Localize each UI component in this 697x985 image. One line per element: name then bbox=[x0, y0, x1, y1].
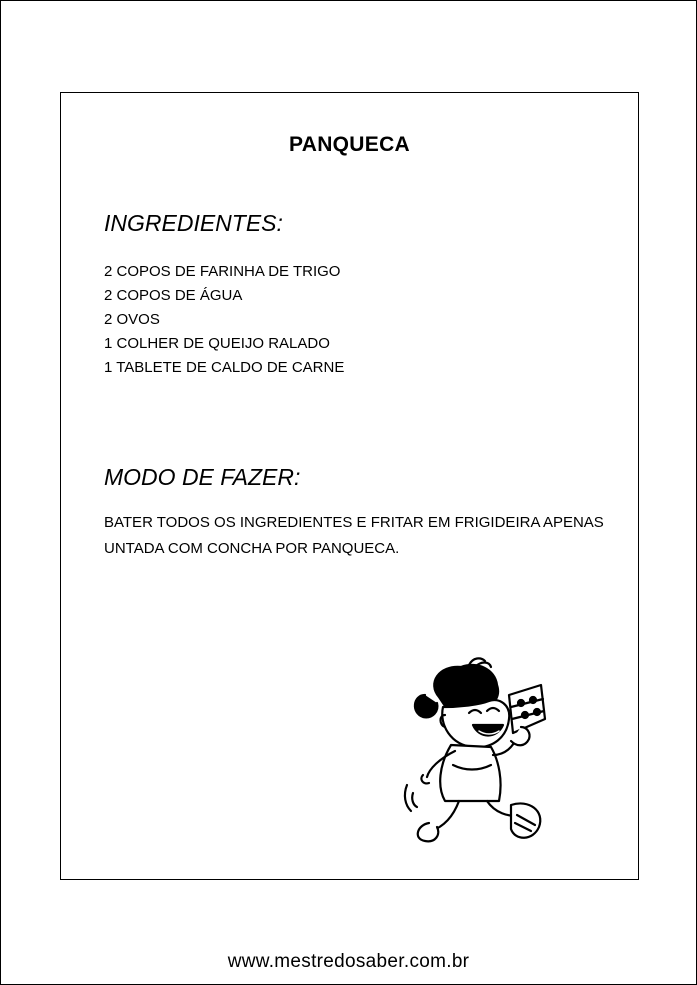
ingredient-item: 2 OVOS bbox=[104, 311, 160, 328]
method-line: BATER TODOS OS INGREDIENTES E FRITAR EM FRIGIDEIRA APENAS bbox=[104, 514, 604, 531]
footer-url: www.mestredosaber.com.br bbox=[227, 951, 470, 972]
ingredients-heading: INGREDIENTES: bbox=[104, 210, 283, 236]
ingredient-item: 1 TABLETE DE CALDO DE CARNE bbox=[104, 359, 345, 376]
method-text bbox=[104, 510, 634, 562]
recipe-title: PANQUECA bbox=[288, 133, 411, 156]
ingredient-item: 2 COPOS DE FARINHA DE TRIGO bbox=[104, 263, 341, 280]
ingredient-item: 1 COLHER DE QUEIJO RALADO bbox=[104, 335, 330, 352]
recipe-card bbox=[60, 92, 639, 880]
ingredients-list bbox=[104, 260, 344, 380]
method-line: UNTADA COM CONCHA POR PANQUECA. bbox=[104, 540, 400, 557]
ingredient-item: 2 COPOS DE ÁGUA bbox=[104, 287, 243, 304]
method-heading: MODO DE FAZER: bbox=[104, 464, 301, 490]
cartoon-girl-holding-cake-icon bbox=[399, 655, 569, 855]
